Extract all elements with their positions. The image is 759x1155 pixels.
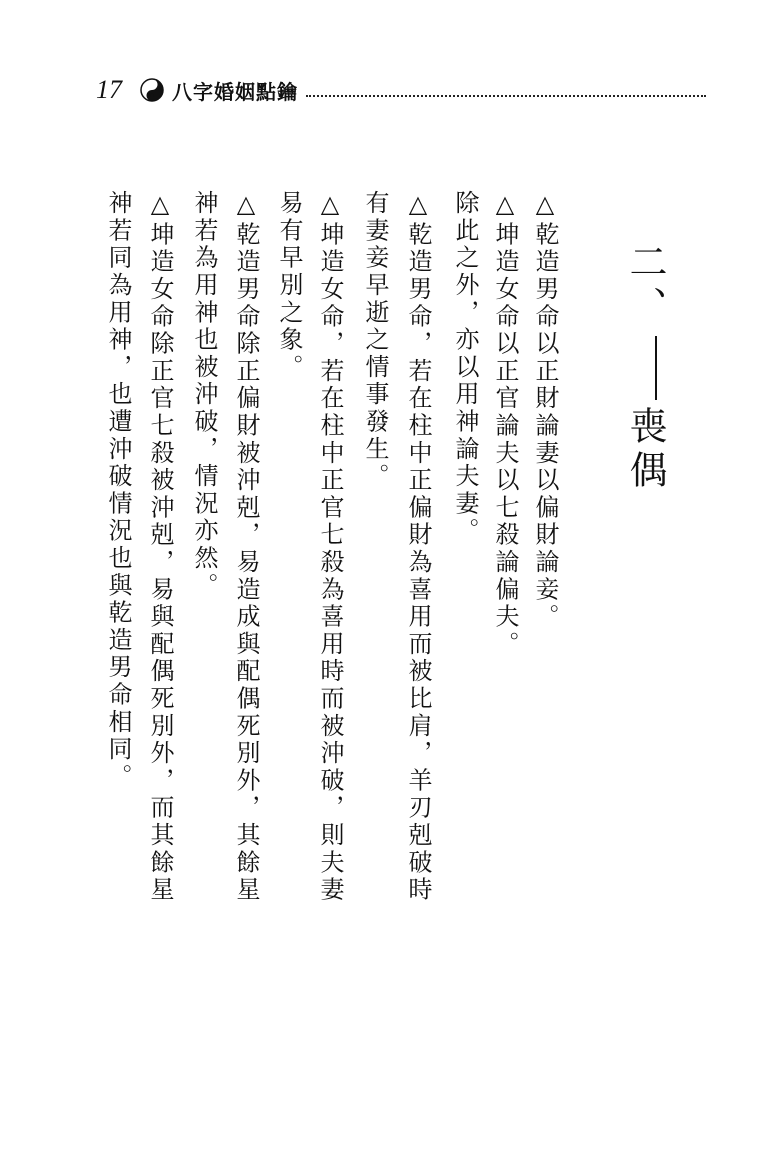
page-header	[96, 72, 706, 108]
section-heading	[618, 242, 672, 494]
header-leader-dots	[306, 95, 706, 97]
text-column: △坤造女命，若在柱中正官七殺為喜用時而被沖破，則夫妻	[316, 190, 344, 904]
heading-dash	[655, 336, 657, 400]
text-column: 神若為用神也被沖破，情況亦然。	[190, 190, 218, 600]
text-column: 有妻妾早逝之情事發生。	[361, 190, 389, 491]
text-column: △乾造男命以正財論妻以偏財論妾。	[531, 190, 559, 631]
text-column: 神若同為用神，也遭沖破情況也與乾造男命相同。	[104, 190, 132, 791]
text-column: △坤造女命以正官論夫以七殺論偏夫。	[491, 190, 519, 659]
text-column: △乾造男命除正偏財被沖剋，易造成與配偶死別外，其餘星	[232, 190, 260, 904]
yin-yang-icon	[140, 78, 164, 102]
text-column: △坤造女命除正官七殺被沖剋，易與配偶死別外，而其餘星	[146, 190, 174, 904]
book-title: 八字婚姻點鑰	[172, 79, 298, 104]
section-title: 喪偶	[623, 406, 667, 494]
text-column: △乾造男命，若在柱中正偏財為喜用而被比肩，羊刃剋破時	[404, 190, 432, 904]
text-column: 易有早別之象。	[275, 190, 303, 382]
text-column: 除此之外，亦以用神論夫妻。	[451, 190, 479, 545]
section-number: 二、	[623, 242, 667, 330]
page-body	[88, 190, 688, 1090]
page-number: 17	[96, 75, 122, 104]
